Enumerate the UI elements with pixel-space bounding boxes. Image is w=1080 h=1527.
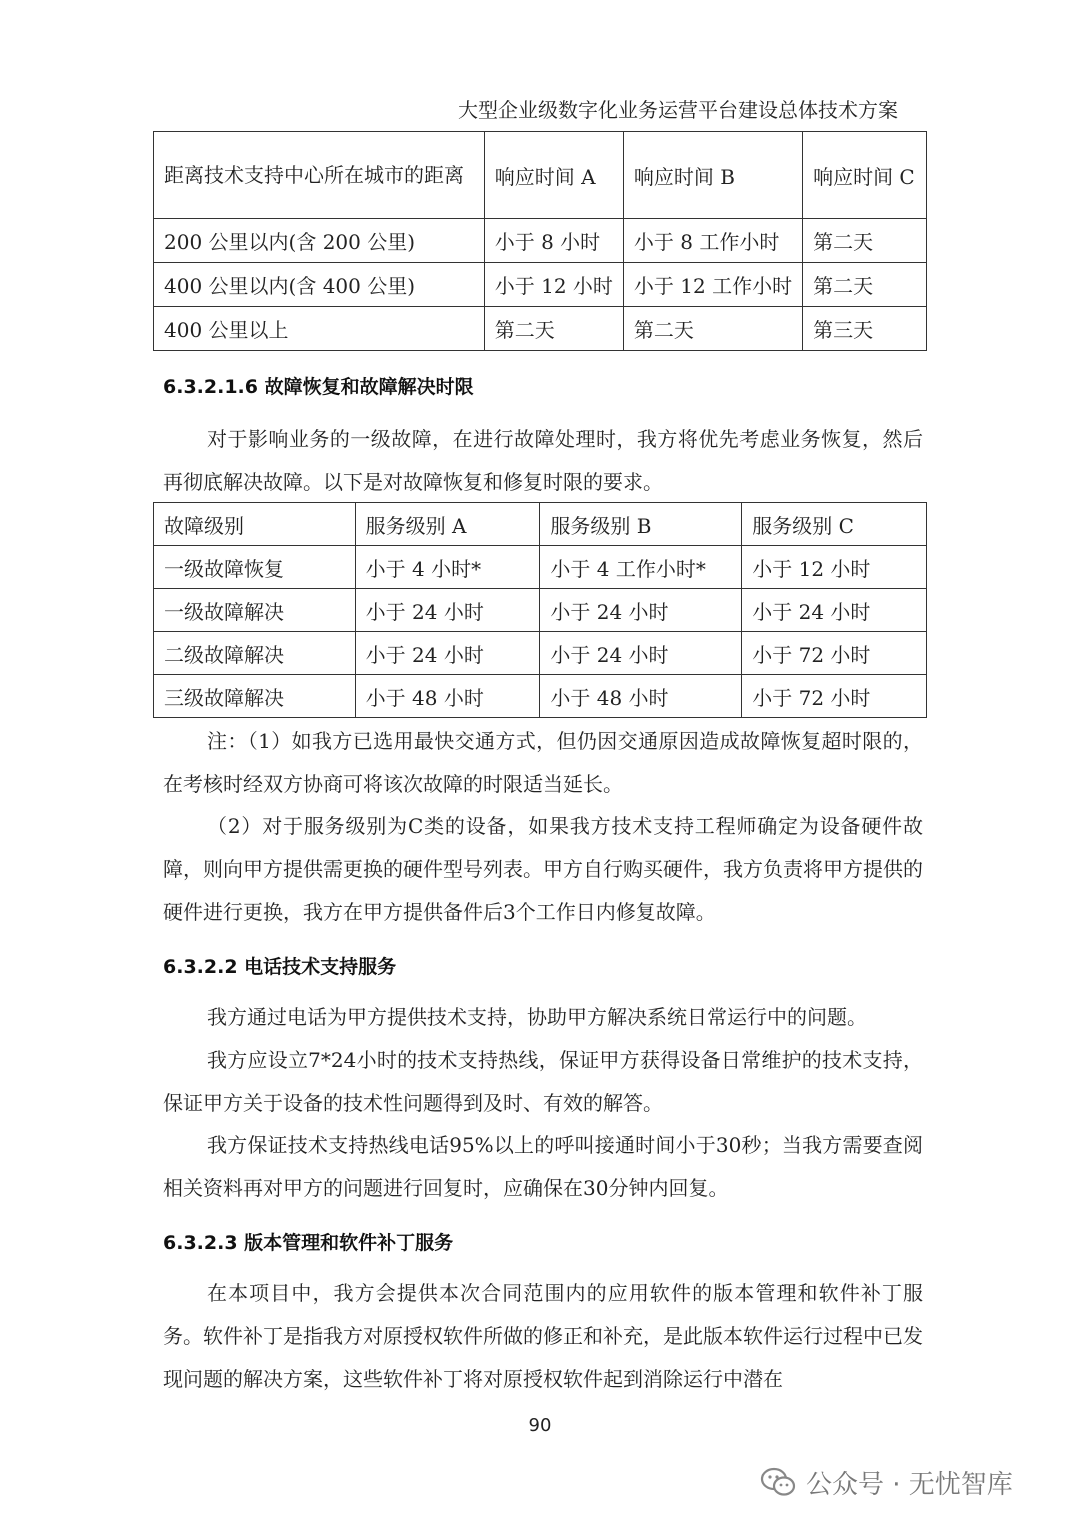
table-cell: 小于 24 小时 — [540, 632, 742, 675]
table-row — [154, 589, 927, 632]
watermark-text: 公众号 · 无忧智库 — [806, 1469, 1013, 1500]
table-cell: 第二天 — [484, 307, 623, 351]
page-number: 90 — [528, 1415, 552, 1436]
table-cell: 小于 48 小时 — [540, 675, 742, 718]
table-cell: 小于 72 小时 — [742, 675, 927, 718]
header-cell: 响应时间 A — [484, 132, 623, 219]
table-row — [154, 307, 927, 351]
paragraph-phone-2: 我方应设立7*24小时的技术支持热线，保证甲方获得设备日常维护的技术支持，保证甲方关于设备的技术性问题得到及时、有效的解答。 — [163, 1048, 923, 1115]
header-cell: 距离技术支持中心所在城市的距离 — [154, 132, 485, 219]
header-cell: 服务级别 A — [355, 503, 540, 546]
section-heading-phone-support: 6.3.2.2 电话技术支持服务 — [163, 956, 397, 978]
table-cell: 小于 24 小时 — [355, 589, 540, 632]
table-cell: 小于 4 工作小时* — [540, 546, 742, 589]
header-cell: 响应时间 B — [623, 132, 802, 219]
table-cell: 小于 12 工作小时 — [623, 263, 802, 307]
table-cell: 小于 24 小时 — [355, 632, 540, 675]
paragraph-version-1: 在本项目中，我方会提供本次合同范围内的应用软件的版本管理和软件补丁服务。软件补丁是指我方对原授权软件所做的修正和补充，是此版本软件运行过程中已发现问题的解决方案，这些软件补丁将对原授权软件起到消除运行中潜在 — [163, 1281, 923, 1391]
table-cell: 小于 8 小时 — [484, 219, 623, 263]
paragraph-note-1: 注：（1）如我方已选用最快交通方式，但仍因交通原因造成故障恢复超时限的，在考核时经双方协商可将该次故障的时限适当延长。 — [163, 729, 923, 796]
table-cell: 一级故障解决 — [154, 589, 356, 632]
table-header-row — [154, 132, 927, 219]
table-row — [154, 546, 927, 589]
table-cell: 第三天 — [803, 307, 927, 351]
section-heading-version-management: 6.3.2.3 版本管理和软件补丁服务 — [163, 1232, 454, 1254]
table-cell: 小于 24 小时 — [540, 589, 742, 632]
table-cell: 一级故障恢复 — [154, 546, 356, 589]
wechat-icon — [760, 1466, 796, 1498]
table-cell: 小于 24 小时 — [742, 589, 927, 632]
watermark — [760, 1462, 1013, 1502]
running-header: 大型企业级数字化业务运营平台建设总体技术方案 — [458, 98, 898, 122]
table-row — [154, 632, 927, 675]
header-cell: 响应时间 C — [803, 132, 927, 219]
section-heading-fault-recovery: 6.3.2.1.6 故障恢复和故障解决时限 — [163, 376, 474, 398]
table-cell: 二级故障解决 — [154, 632, 356, 675]
table-cell: 第二天 — [803, 219, 927, 263]
header-cell: 故障级别 — [154, 503, 356, 546]
table-cell: 400 公里以内(含 400 公里) — [154, 263, 485, 307]
paragraph-note-2: （2）对于服务级别为C类的设备，如果我方技术支持工程师确定为设备硬件故障，则向甲方提供需更换的硬件型号列表。甲方自行购买硬件，我方负责将甲方提供的硬件进行更换，我方在甲方提供备件后3个工作日内修复故障。 — [163, 814, 923, 924]
paragraph-fault-intro: 对于影响业务的一级故障，在进行故障处理时，我方将优先考虑业务恢复，然后再彻底解决故障。以下是对故障恢复和修复时限的要求。 — [163, 427, 923, 494]
header-cell: 服务级别 B — [540, 503, 742, 546]
table-cell: 小于 12 小时 — [484, 263, 623, 307]
table-row — [154, 219, 927, 263]
table-cell: 200 公里以内(含 200 公里) — [154, 219, 485, 263]
table-cell: 小于 48 小时 — [355, 675, 540, 718]
table-cell: 小于 4 小时* — [355, 546, 540, 589]
table-cell: 小于 12 小时 — [742, 546, 927, 589]
response-time-table — [153, 131, 927, 351]
paragraph-phone-3: 我方保证技术支持热线电话95%以上的呼叫接通时间小于30秒；当我方需要查阅相关资料再对甲方的问题进行回复时，应确保在30分钟内回复。 — [163, 1133, 923, 1200]
table-row — [154, 263, 927, 307]
header-cell: 服务级别 C — [742, 503, 927, 546]
table-cell: 小于 72 小时 — [742, 632, 927, 675]
table-cell: 第二天 — [623, 307, 802, 351]
table-header-row — [154, 503, 927, 546]
fault-timeline-table — [153, 502, 927, 718]
table-cell: 400 公里以上 — [154, 307, 485, 351]
table-row — [154, 675, 927, 718]
table-cell: 三级故障解决 — [154, 675, 356, 718]
table-cell: 第二天 — [803, 263, 927, 307]
table-cell: 小于 8 工作小时 — [623, 219, 802, 263]
paragraph-phone-1: 我方通过电话为甲方提供技术支持，协助甲方解决系统日常运行中的问题。 — [207, 1005, 867, 1029]
